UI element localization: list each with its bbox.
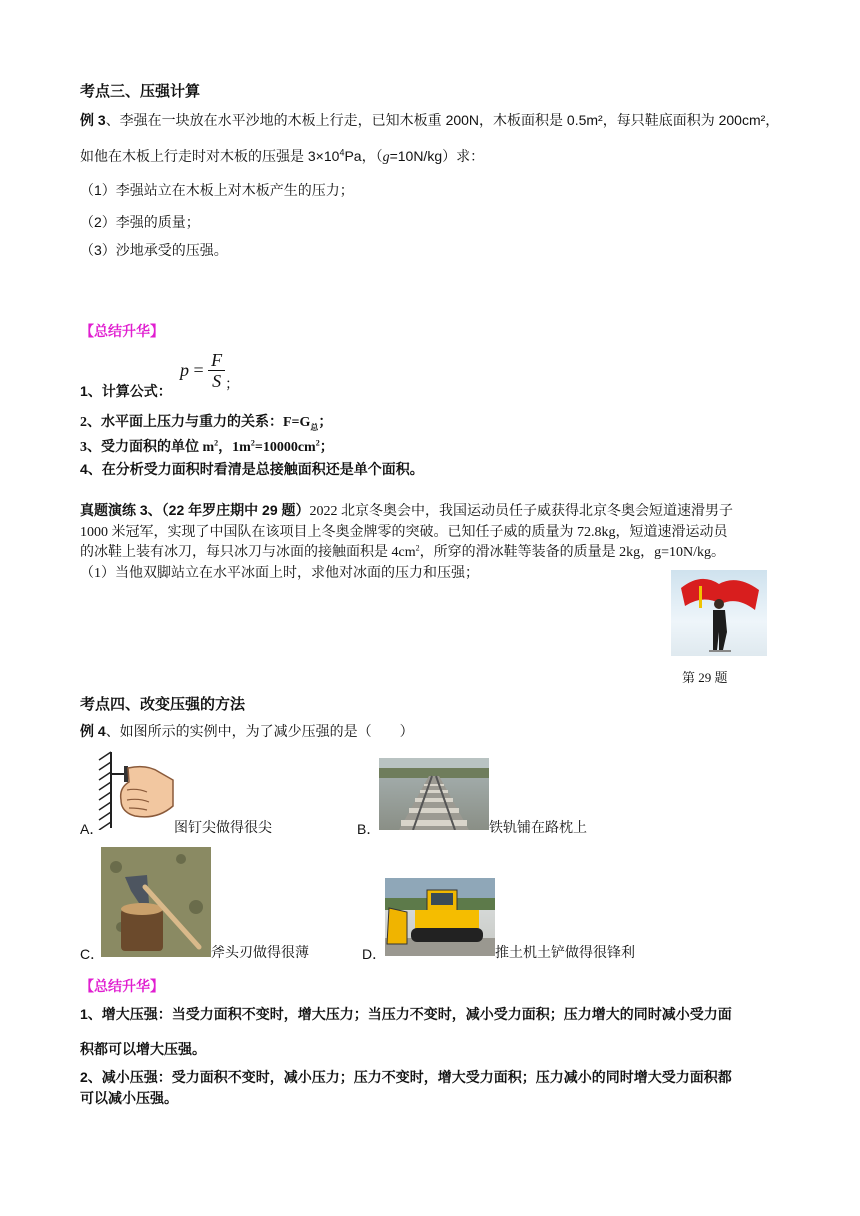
summary2-item2-line1: 2、减小压强：受力面积不变时，减小压力；压力不变时，增大受力面积；压力减小的同时增大受力面积都 bbox=[80, 1069, 732, 1085]
summary2-item1-line2: 积都可以增大压强。 bbox=[80, 1041, 206, 1057]
option-b-label: B． bbox=[357, 821, 381, 837]
option-a-label: A． bbox=[80, 821, 104, 837]
practice3-line3: 的冰鞋上装有冰刀，每只冰刀与冰面的接触面积是 $4cm^2$，所穿的滑冰鞋等装备的质量是 2kg，g=10N/kg。 bbox=[80, 543, 726, 560]
summary1-item3: 3、受力面积的单位 $m^2$，$1m^2=10000cm^2$； bbox=[80, 438, 334, 455]
example3-line2: 如他在木板上行走时对木板的压强是 $3\times 10^4Pa$，（g=10N/kg）求： bbox=[80, 147, 485, 165]
section4-heading: 考点四、改变压强的方法 bbox=[80, 696, 246, 713]
thumbtack-image bbox=[97, 750, 175, 830]
skater-photo bbox=[671, 570, 767, 656]
thumbtack-hand-icon bbox=[97, 750, 175, 830]
example4-line: 例 4、如图所示的实例中，为了减少压强的是（ ） bbox=[80, 723, 414, 739]
practice3-line1: 真题演练 3、（22 年罗庄期中 29 题）2022 北京冬奥会中，我国运动员任子威获得北京冬奥会短道速滑男子 bbox=[80, 502, 733, 519]
section3-heading: 考点三、压强计算 bbox=[80, 83, 201, 100]
example3-question2: （2）李强的质量； bbox=[80, 214, 200, 230]
summary1-item2: 2、水平面上压力与重力的关系：$F=G_总$； bbox=[80, 415, 333, 432]
option-c-text: 斧头刃做得很薄 bbox=[211, 944, 309, 960]
option-a-text: 图钉尖做得很尖 bbox=[174, 819, 272, 835]
pressure-formula: p = $\frac{F}{S}$ $_;$ bbox=[180, 350, 240, 393]
summary2-item1-line1: 1、增大压强：当受力面积不变时，增大压力；当压力不变时，减小受力面积；压力增大的同时减小受力面 bbox=[80, 1006, 732, 1022]
summary1-title: 【总结升华】 bbox=[80, 323, 164, 339]
example3-label: 例 3 bbox=[80, 112, 106, 128]
railway-image bbox=[379, 758, 489, 830]
skater-figure-icon bbox=[671, 570, 767, 656]
bulldozer-icon bbox=[385, 878, 495, 956]
option-d-text: 推土机土铲做得很锋利 bbox=[495, 944, 635, 960]
option-c-label: C． bbox=[80, 946, 105, 962]
photo-caption: 第 29 题 bbox=[682, 670, 728, 685]
summary1-item4: 4、在分析受力面积时看清是总接触面积还是单个面积。 bbox=[80, 461, 424, 477]
option-b-text: 铁轨铺在路枕上 bbox=[489, 819, 587, 835]
example3-line1: 例 3、李强在一块放在水平沙地的木板上行走，已知木板重 200N，木板面积是 0.5m²，每只鞋底面积为 200cm²， bbox=[80, 112, 780, 128]
railway-track-icon bbox=[379, 758, 489, 830]
practice3-question1: （1）当他双脚站立在水平冰面上时，求他对冰面的压力和压强； bbox=[80, 566, 479, 581]
summary1-item1-label: 1、计算公式： bbox=[80, 383, 172, 399]
practice3-label: 真题演练 3、（22 年罗庄期中 29 题） bbox=[80, 502, 310, 518]
example3-question1: （1）李强站立在木板上对木板产生的压力； bbox=[80, 182, 354, 198]
bulldozer-image bbox=[385, 878, 495, 956]
example4-label: 例 4 bbox=[80, 723, 106, 739]
axe-stump-icon bbox=[101, 847, 211, 957]
practice3-line2: 1000 米冠军，实现了中国队在该项目上冬奥金牌零的突破。已知任子威的质量为 72.8kg，短道速滑运动员 bbox=[80, 525, 728, 540]
option-d-label: D． bbox=[362, 946, 387, 962]
axe-image bbox=[101, 847, 211, 957]
example3-question3: （3）沙地承受的压强。 bbox=[80, 242, 228, 258]
summary2-item2-line2: 可以减小压强。 bbox=[80, 1090, 178, 1106]
formula-fraction: $\frac{F}{S}$ bbox=[208, 350, 225, 391]
summary2-title: 【总结升华】 bbox=[80, 978, 164, 994]
